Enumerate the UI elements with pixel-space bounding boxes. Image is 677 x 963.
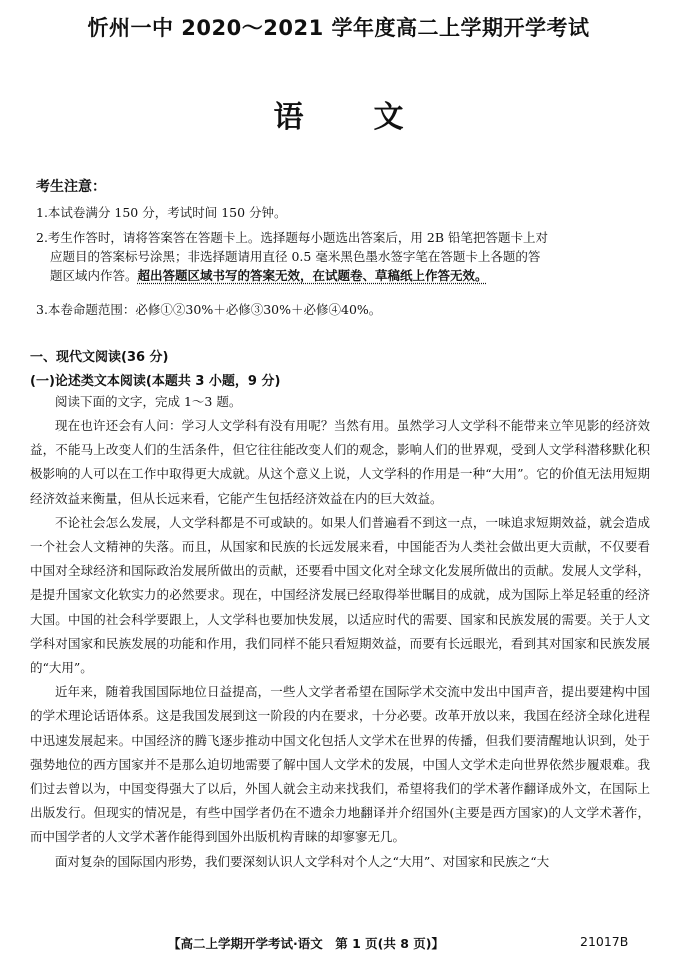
notice-item-2-line-3-plain: 题区域内作答。 xyxy=(50,268,138,283)
passage-paragraph-1: 现在也许还会有人问：学习人文学科有没有用呢？当然有用。虽然学习人文学科不能带来立竿见影的经济效益，不能马上改变人们的生活条件，但它往往能改变人们的观念，影响人们的世界观，受到人文学科潜移默化积极影响的人可以在工作中取得更大成就。从这个意义上说，人文学科的作用是一种“大用”。它的价值无法用短期经济效益来衡量，但从长远来看，它能产生包括经济效益在内的巨大效益。 xyxy=(30,418,650,506)
instruction-text: 阅读下面的文字，完成 1～3 题。 xyxy=(55,394,242,409)
notice-item-2 xyxy=(36,228,646,285)
notice-item-2-line-1: 2.考生作答时，请将答案答在答题卡上。选择题每小题选出答案后，用 2B 铅笔把答题卡上对 xyxy=(36,230,549,245)
subsection-heading: (一)论述类文本阅读(本题共 3 小题，9 分) xyxy=(30,374,281,389)
notice-item-2-line-3 xyxy=(36,266,646,285)
passage-paragraph-3: 近年来，随着我国国际地位日益提高，一些人文学者希望在国际学术交流中发出中国声音，提出要建构中国的学术理论话语体系。这是我国发展到这一阶段的内在要求，十分必要。改革开放以来，我国在经济全球化进程中迅速发展起来。中国经济的腾飞逐步推动中国文化包括人文学术在世界的传播，但我们要清醒地认识到，处于强势地位的西方国家并不是那么迫切地需要了解中国人文学术的发展，中国人文学术走向世界依然步履艰难。我们过去曾以为，中国变得强大了以后，外国人就会主动来找我们，希望将我们的学术著作翻译成外文，在国际上出版发行。但现实的情况是，有些中国学者仍在不遗余力地翻译并介绍国外(主要是西方国家)的人文学术著作，而中国学者的人文学术著作能得到国外出版机构青睐的却寥寥无几。 xyxy=(30,684,650,845)
notice-item-1: 1.本试卷满分 150 分，考试时间 150 分钟。 xyxy=(36,205,287,220)
subject-title: 语文 xyxy=(273,100,474,135)
footer-code: 21017B xyxy=(580,934,629,949)
notice-heading: 考生注意： xyxy=(36,179,106,195)
passage-paragraph-2: 不论社会怎么发展，人文学科都是不可或缺的。如果人们普遍看不到这一点，一味追求短期效益，就会造成一个社会人文精神的失落。而且，从国家和民族的长远发展来看，中国能否为人类社会做出更大贡献，不仅要看中国对全球经济和国际政治发展所做出的贡献，还要看中国文化对全球文化发展所做出的贡献。发展人文学科，是提升国家文化软实力的必然要求。现在，中国经济发展已经取得举世瞩目的成就，成为国际上举足轻重的经济大国。中国的社会科学要跟上，人文学科也要加快发展，以适应时代的需要、国家和民族发展的需要。关于人文学科对国家和民族发展的功能和作用，我们同样不能只看短期效益，而要有长远眼光，看到其对国家和民族发展的“大用”。 xyxy=(30,514,650,676)
footer-label: 【高二上学期开学考试·语文 第 1 页(共 8 页)】 xyxy=(168,936,444,951)
reading-instruction xyxy=(30,390,650,414)
section-heading: 一、现代文阅读(36 分) xyxy=(30,350,169,365)
notice-item-2-emphasis: 超出答题区域书写的答案无效，在试题卷、草稿纸上作答无效。 xyxy=(137,268,488,283)
reading-passage xyxy=(30,414,650,874)
passage-paragraph-4: 面对复杂的国际国内形势，我们要深刻认识人文学科对个人之“大用”、对国家和民族之“大 xyxy=(55,853,550,869)
notice-item-3: 3.本卷命题范围：必修①②30%＋必修③30%＋必修④40%。 xyxy=(36,302,382,317)
exam-title: 忻州一中 2020～2021 学年度高二上学期开学考试 xyxy=(87,16,590,40)
notice-item-2-line-2: 应题目的答案标号涂黑；非选择题请用直径 0.5 毫米黑色墨水签字笔在答题卡上各题的答 xyxy=(50,249,541,264)
